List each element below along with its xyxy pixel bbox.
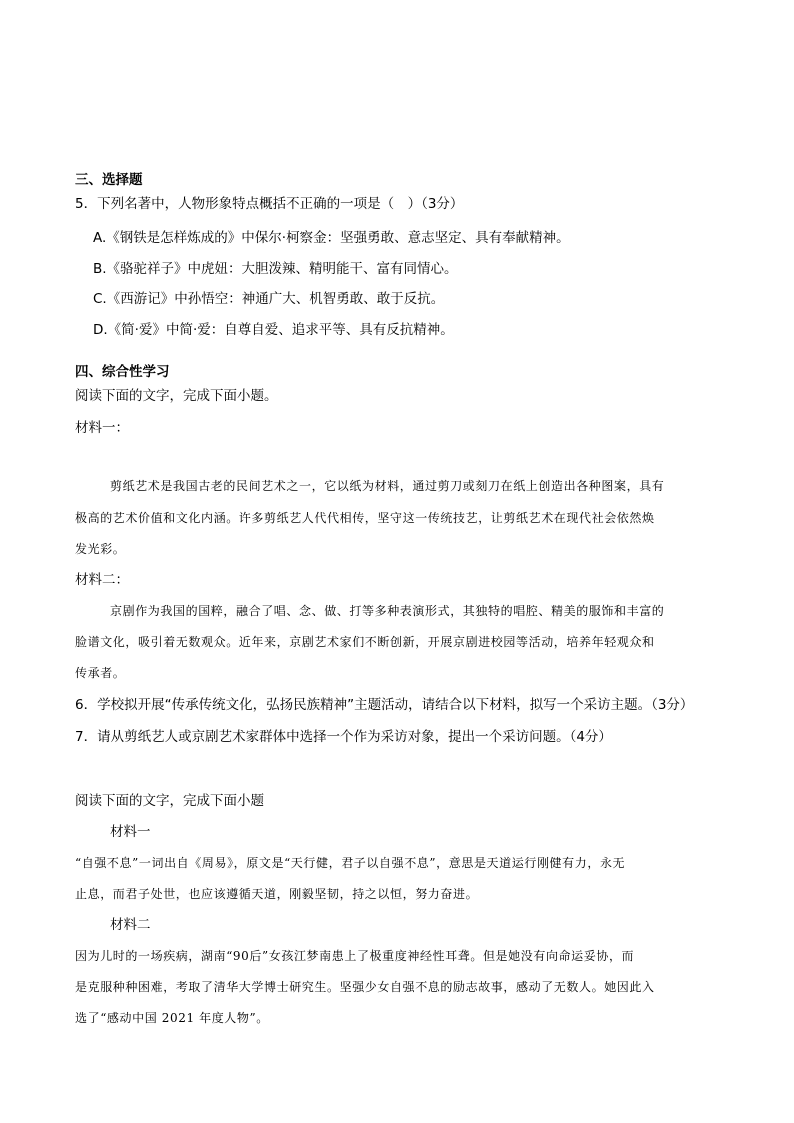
material-1-label: 材料一： [75,420,129,436]
question-7: 7．请从剪纸艺人或京剧艺术家群体中选择一个作为采访对象，提出一个采访问题。（4分） [75,729,612,745]
question-5-stem: 5．下列名著中，人物形象特点概括不正确的一项是（ ）（3分） [75,196,464,212]
material-a-label: 材料一 [110,824,151,840]
material-a-line: 止息，而君子处世，也应该遵循天道，刚毅坚韧，持之以恒，努力奋进。 [75,887,479,901]
material-1-line: 极高的艺术价值和文化内涵。许多剪纸艺人代代相传，坚守这一传统技艺，让剪纸艺术在现代社会依然焕 [75,511,655,525]
material-b-line: 因为儿时的一场疾病，湖南“90后”女孩江梦南患上了极重度神经性耳聋。但是她没有向命运妥协，而 [75,949,635,963]
material-2-label: 材料二： [75,572,129,588]
material-b-label: 材料二 [110,917,151,933]
material-b-line: 是克服种种困难，考取了清华大学博士研究生。坚强少女自强不息的励志故事，感动了无数人。她因此入 [75,980,655,994]
material-1-line: 剪纸艺术是我国古老的民间艺术之一，它以纸为材料，通过剪刀或刻刀在纸上创造出各种图案，具有 [110,479,665,493]
question-5-option-b: B.《骆驼祥子》中虎妞：大胆泼辣、精明能干、富有同情心。 [93,261,458,277]
question-5-option-a: A.《钢铁是怎样炼成的》中保尔·柯察金：坚强勇敢、意志坚定、具有奉献精神。 [93,230,570,246]
question-5-option-d: D.《简·爱》中简·爱：自尊自爱、追求平等、具有反抗精神。 [93,322,454,338]
section-heading-choice: 三、选择题 [75,172,143,188]
material-b-line: 选了“感动中国 2021 年度人物”。 [75,1011,269,1025]
question-5-option-c: C.《西游记》中孙悟空：神通广大、机智勇敢、敢于反抗。 [93,291,445,307]
reading-instruction: 阅读下面的文字，完成下面小题。 [75,388,278,404]
material-2-line: 传承者。 [75,666,126,680]
reading-instruction-2: 阅读下面的文字，完成下面小题 [75,793,264,809]
material-1-line: 发光彩。 [75,542,126,556]
material-2-line: 脸谱文化，吸引着无数观众。近年来，京剧艺术家们不断创新，开展京剧进校园等活动，培养年轻观众和 [75,635,655,649]
question-6: 6．学校拟开展“传承传统文化，弘扬民族精神”主题活动，请结合以下材料，拟写一个采访主题。（3分） [75,697,694,713]
section-heading-comprehensive: 四、综合性学习 [75,364,170,380]
material-2-line: 京剧作为我国的国粹，融合了唱、念、做、打等多种表演形式，其独特的唱腔、精美的服饰和丰富的 [110,604,665,618]
material-a-line: “自强不息”一词出自《周易》，原文是“天行健，君子以自强不息”，意思是天道运行刚健有力，永无 [75,856,626,870]
